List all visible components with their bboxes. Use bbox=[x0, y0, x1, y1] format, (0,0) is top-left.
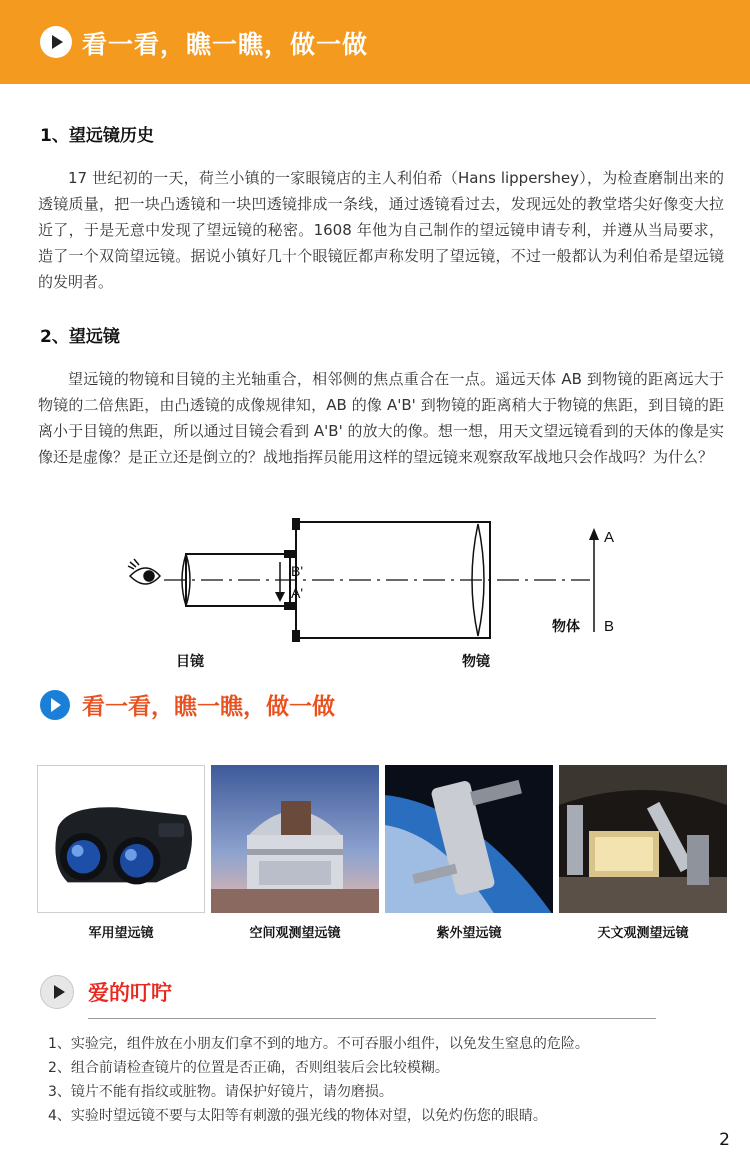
header-bar bbox=[0, 0, 750, 84]
play-icon bbox=[40, 975, 74, 1009]
page-number: 2 bbox=[719, 1130, 730, 1150]
tip-item: 2、组合前请检查镜片的位置是否正确，否则组装后会比较模糊。 bbox=[48, 1060, 449, 1076]
object-label: 物体 bbox=[552, 619, 580, 635]
photo-caption: 军用望远镜 bbox=[88, 926, 154, 941]
section1-heading: 1、望远镜历史 bbox=[40, 126, 154, 146]
section4-heading: 爱的叮咛 bbox=[88, 981, 172, 1005]
photo-ultraviolet-telescope bbox=[385, 765, 553, 913]
play-icon bbox=[40, 690, 70, 720]
photo-military-binoculars bbox=[37, 765, 205, 913]
tips-list bbox=[48, 1032, 589, 1128]
header-title: 看一看，瞧一瞧，做一做 bbox=[82, 30, 369, 59]
photo-astronomical-telescope bbox=[559, 765, 727, 913]
divider bbox=[88, 1018, 656, 1019]
image-a-label: A' bbox=[291, 585, 304, 601]
section3-heading: 看一看，瞧一瞧，做一做 bbox=[82, 694, 335, 720]
play-icon bbox=[40, 26, 72, 58]
tip-item: 3、镜片不能有指纹或脏物。请保护好镜片，请勿磨损。 bbox=[48, 1084, 393, 1100]
objective-label: 物镜 bbox=[462, 654, 490, 670]
section2-text: 望远镜的物镜和目镜的主光轴重合，相邻侧的焦点重合在一点。遥远天体 AB 到物镜的距离远大于物镜的二倍焦距，由凸透镜的成像规律知，AB 的像 A'B' 到物镜的距离稍大于物镜的焦距，到目镜的距离小于目镜的焦距，所以通过目镜会看到 A'B' 的放大的像。想一想，用天文望远镜看到的天体的像是实像还是虚像？是正立还是倒立的？战地指挥员能用这样的望远镜来观察敌军战地只会作战吗？为什么？ bbox=[38, 370, 724, 466]
photo-caption: 空间观测望远镜 bbox=[249, 926, 341, 941]
telescope-diagram bbox=[120, 512, 640, 674]
object-arrow bbox=[589, 528, 599, 632]
eyepiece-label: 目镜 bbox=[176, 654, 204, 670]
section1-text: 17 世纪初的一天，荷兰小镇的一家眼镜店的主人利伯希（Hans lippershey），为检查磨制出来的透镜质量，把一块凸透镜和一块凹透镜排成一条线，通过透镜看过去，发现远处的教堂塔尖好像变大拉近了，于是无意中发现了望远镜的秘密。1608 年他为自己制作的望远镜申请专利，并遵从当局要求，造了一个双筒望远镜。据说小镇好几十个眼镜匠都声称发明了望远镜，不过一般都认为利伯希是望远镜的发明者。 bbox=[38, 169, 724, 291]
tip-item: 1、实验完，组件放在小朋友们拿不到的地方。不可吞服小组件，以免发生窒息的危险。 bbox=[48, 1036, 589, 1052]
image-b-label: B' bbox=[291, 563, 304, 579]
eye-icon bbox=[128, 559, 160, 584]
object-a-label: A bbox=[604, 529, 615, 546]
photo-caption: 天文观测望远镜 bbox=[597, 926, 689, 941]
image-arrow bbox=[275, 562, 285, 602]
photo-caption: 紫外望远镜 bbox=[436, 926, 502, 941]
section2-heading: 2、望远镜 bbox=[40, 327, 120, 347]
photo-space-observatory bbox=[211, 765, 379, 913]
tip-item: 4、实验时望远镜不要与太阳等有刺激的强光线的物体对望，以免灼伤您的眼睛。 bbox=[48, 1108, 547, 1124]
object-b-label: B bbox=[604, 618, 615, 635]
